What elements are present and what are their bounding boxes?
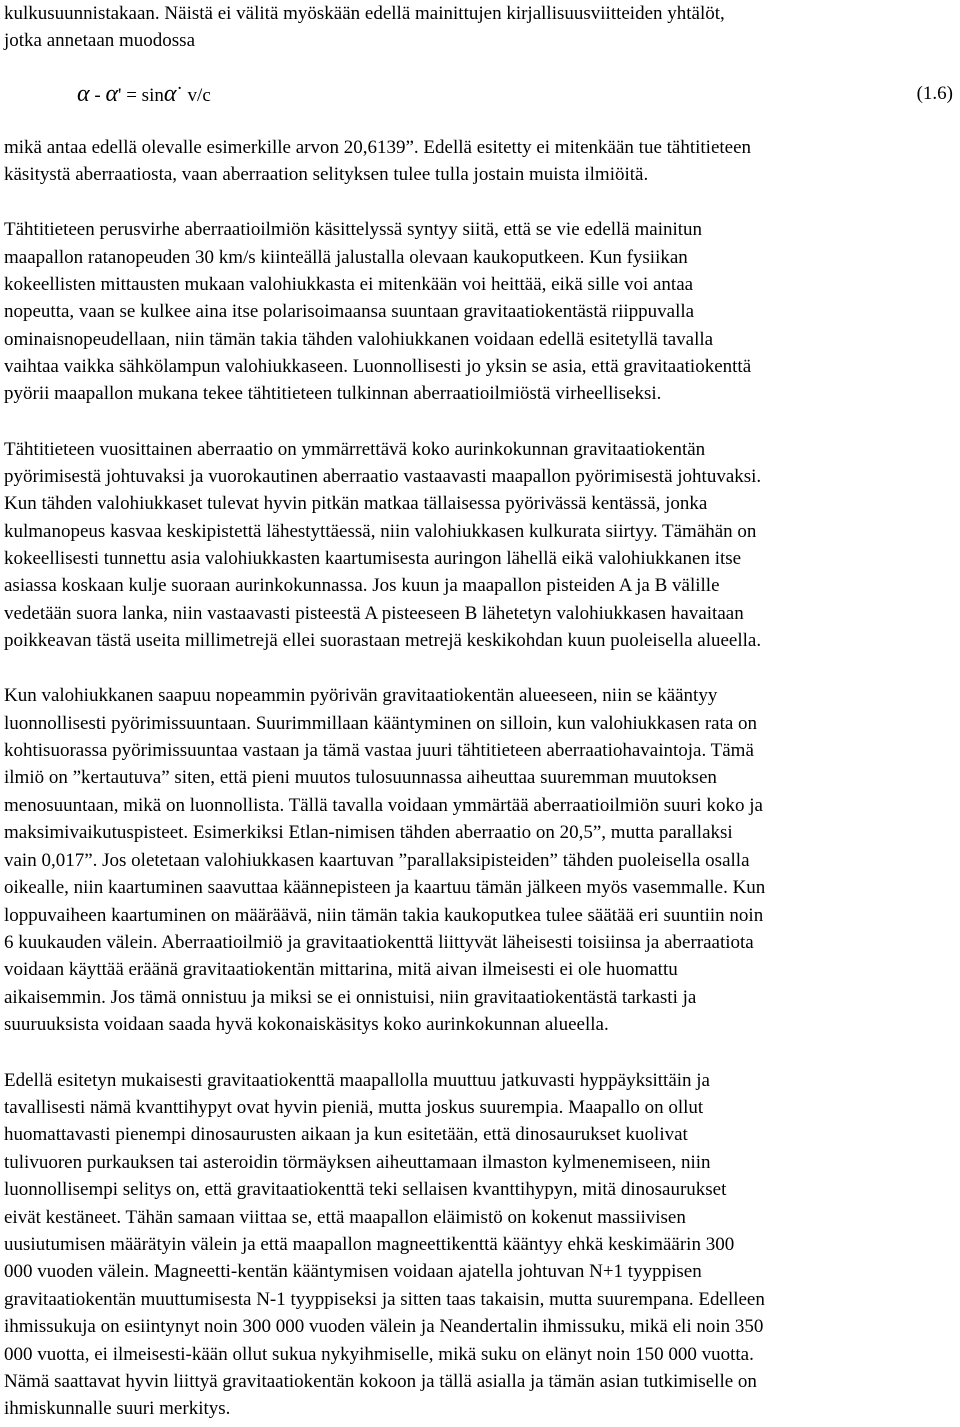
text-line: kohtisuorassa pyörimissuuntaa vastaan ja tämä vastaa juuri tähtitieteen aberraatiohavaintoja. Tämä: [4, 740, 754, 761]
text-line: pyörii maapallon mukana tekee tähtitieteen tulkinnan aberraatioilmiöstä virheelliseksi.: [4, 383, 662, 404]
text-line: kulkusuunnistakaan. Näistä ei välitä myöskään edellä mainittujen kirjallisuusviitteiden yhtälöt,: [4, 3, 725, 24]
text-line: oikealle, niin kaartuminen saavuttaa käännepisteen ja kaartuu tämän jälkeen myös vasemmalle. Kun: [4, 877, 766, 898]
text-line: poikkeavan tästä useita millimetrejä ellei suorastaan metrejä keskikohdan kuun puoleisella alueella.: [4, 630, 762, 651]
text-line: luonnollisesti pyörimissuuntaan. Suurimmillaan kääntyminen on silloin, kun valohiukkasen rata on: [4, 713, 758, 734]
text-line: Tähtitieteen vuosittainen aberraatio on ymmärrettävä koko aurinkokunnan gravitaatiokentän: [4, 439, 706, 460]
equation: [77, 80, 953, 108]
text-line: ihmiskunnalle suuri merkitys.: [4, 1398, 231, 1419]
text-line: ominaisnopeudellaan, niin tämän takia tähden valohiukkanen voidaan edellä esitetyllä tavalla: [4, 329, 714, 350]
alpha-symbol: α: [163, 81, 177, 107]
text-line: aikaisemmin. Jos tämä onnistuu ja miksi se ei onnistuisi, niin gravitaatiokentästä tarkasti ja: [4, 987, 697, 1008]
text-line: Kun tähden valohiukkaset tulevat hyvin pitkän matkaa tällaisessa pyörivässä kentässä, jonka: [4, 493, 708, 514]
text-line: asiassa koskaan kulje suoraan aurinkokunnassa. Jos kuun ja maapallon pisteiden A ja B välille: [4, 575, 720, 596]
text-line: uusiutumisen määrätyin välein ja että maapallon magneettikenttä kääntyy ehkä keskimäärin 300: [4, 1234, 735, 1255]
text-line: tulivuoren purkauksen tai asteroidin törmäyksen aiheuttamaan ilmaston kylmenemiseen, niin: [4, 1152, 711, 1173]
text-line: ilmiö on ”kertautuva” siten, että pieni muutos tulosuunnassa aiheuttaa suuremman muutoksen: [4, 767, 717, 788]
text-line: vaihtaa vaikka sähkölampun valohiukkaseen. Luonnollisesti jo yksin se asia, että gravitaatiokenttä: [4, 356, 752, 377]
text-line: Nämä saattavat hyvin liittyä gravitaatiokentän kokoon ja tällä asialla ja tämän asian tutkimiselle on: [4, 1371, 757, 1392]
text-line: käsitystä aberraatiosta, vaan aberraation selityksen tulee tulla jostain muista ilmiöitä.: [4, 164, 649, 185]
text-line: suuruuksista voidaan saada hyvä kokonaiskäsitys koko aurinkokunnan alueella.: [4, 1014, 609, 1035]
text-line: Kun valohiukkanen saapuu nopeammin pyörivän gravitaatiokentän alueeseen, niin se kääntyy: [4, 685, 718, 706]
text-line: voidaan käyttää eräänä gravitaatiokentän mittarina, mitä aivan ilmeisesti ei ole huomattu: [4, 959, 678, 980]
text-line: jotka annetaan muodossa: [4, 30, 196, 51]
alpha-symbol: α: [77, 81, 90, 107]
text-line: Tähtitieteen perusvirhe aberraatioilmiön käsittelyssä syntyy siitä, että se vie edellä mainitun: [4, 219, 703, 240]
text-line: kokeellisten mittausten mukaan valohiukkasta ei mitenkään voi heittää, eikä sille voi antaa: [4, 274, 694, 295]
text-line: pyörimisestä johtuvaksi ja vuorokautinen aberraatio vastaavasti maapallon pyörimisestä johtuvaksi.: [4, 466, 762, 487]
text-line: nopeutta, vaan se kulkee aina itse polarisoimaansa suuntaan gravitaatiokentästä riippuvalla: [4, 301, 695, 322]
text-line: maapallon ratanopeuden 30 km/s kiinteällä jalustalla olevaan kaukoputkeen. Kun fysiikan: [4, 247, 688, 268]
text-line: Edellä esitetyn mukaisesti gravitaatiokenttä maapallolla muuttuu jatkuvasti hyppäyksittäin ja: [4, 1070, 710, 1091]
text-line: vedetään suora lanka, niin vastaavasti pisteestä A pisteeseen B lähetetyn valohiukkasen havaitaan: [4, 603, 744, 624]
text-line: ihmissukuja on esiintynyt noin 300 000 vuoden välein ja Neandertalin ihmissuku, mikä eli noin 350: [4, 1316, 764, 1337]
equation-text: ' = sin: [118, 85, 164, 106]
text-line: vain 0,017”. Jos oletetaan valohiukkasen kaartuvan ”parallaksipisteiden” tähden puoleisella osalla: [4, 850, 750, 871]
text-line: maksimivaikutuspisteet. Esimerkiksi Etlan-nimisen tähden aberraatio on 20,5”, mutta parallaksi: [4, 822, 733, 843]
text-line: mikä antaa edellä olevalle esimerkille arvon 20,6139”. Edellä esitetty ei mitenkään tue tähtitieteen: [4, 137, 752, 158]
text-line: eivät kestäneet. Tähän samaan viittaa se, että maapallon eläimistö on kokenut massiivisen: [4, 1207, 686, 1228]
text-line: 6 kuukauden välein. Aberraatioilmiö ja gravitaatiokenttä liittyvät läheisesti toisiinsa ja aberraatiota: [4, 932, 754, 953]
text-line: gravitaatiokentän muuttumisesta N-1 tyyppiseksi ja sitten taas takaisin, mutta suurempana. Edelleen: [4, 1289, 765, 1310]
text-line: loppuvaiheen kaartuminen on määräävä, niin tämän takia kaukoputkea tulee säätää eri suuntiin noin: [4, 905, 764, 926]
text-line: huomattavasti pienempi dinosaurusten aikaan ja kun esitetään, että dinosaurukset kuolivat: [4, 1124, 688, 1145]
text-line: tavallisesti nämä kvanttihypyt ovat hyvin pieniä, mutta joskus suurempia. Maapallo on ollut: [4, 1097, 704, 1118]
text-line: kokeellisesti tunnettu asia valohiukkasten kaartumisesta auringon lähellä eikä valohiukkanen itse: [4, 548, 742, 569]
text-line: kulmanopeus kasvaa keskipistettä lähestyttäessä, niin valohiukkasen kulkurata siirtyy. Tämähän on: [4, 521, 757, 542]
alpha-symbol: α: [105, 81, 119, 107]
text-line: 000 vuotta, ei ilmeisesti-kään ollut sukua nykyihmiselle, mikä suku on elänyt noin 150 000 vuotta.: [4, 1344, 754, 1365]
equation-text: -: [89, 85, 106, 106]
text-line: luonnollisempi selitys on, että gravitaatiokenttä teki sellaisen kvanttihypyn, mitä dinosaurukset: [4, 1179, 727, 1200]
equation-number: (1.6): [916, 83, 953, 104]
multiplication-dot: ·: [176, 78, 183, 99]
text-line: menosuuntaan, mikä on luonnollista. Tällä tavalla voidaan ymmärtää aberraatioilmiön suuri koko ja: [4, 795, 763, 816]
text-line: 000 vuoden välein. Magneetti-kentän kääntymisen voidaan ajatella johtuvan N+1 tyyppisen: [4, 1261, 702, 1282]
equation-text: v/c: [182, 85, 211, 106]
equation-expression: [77, 80, 211, 110]
